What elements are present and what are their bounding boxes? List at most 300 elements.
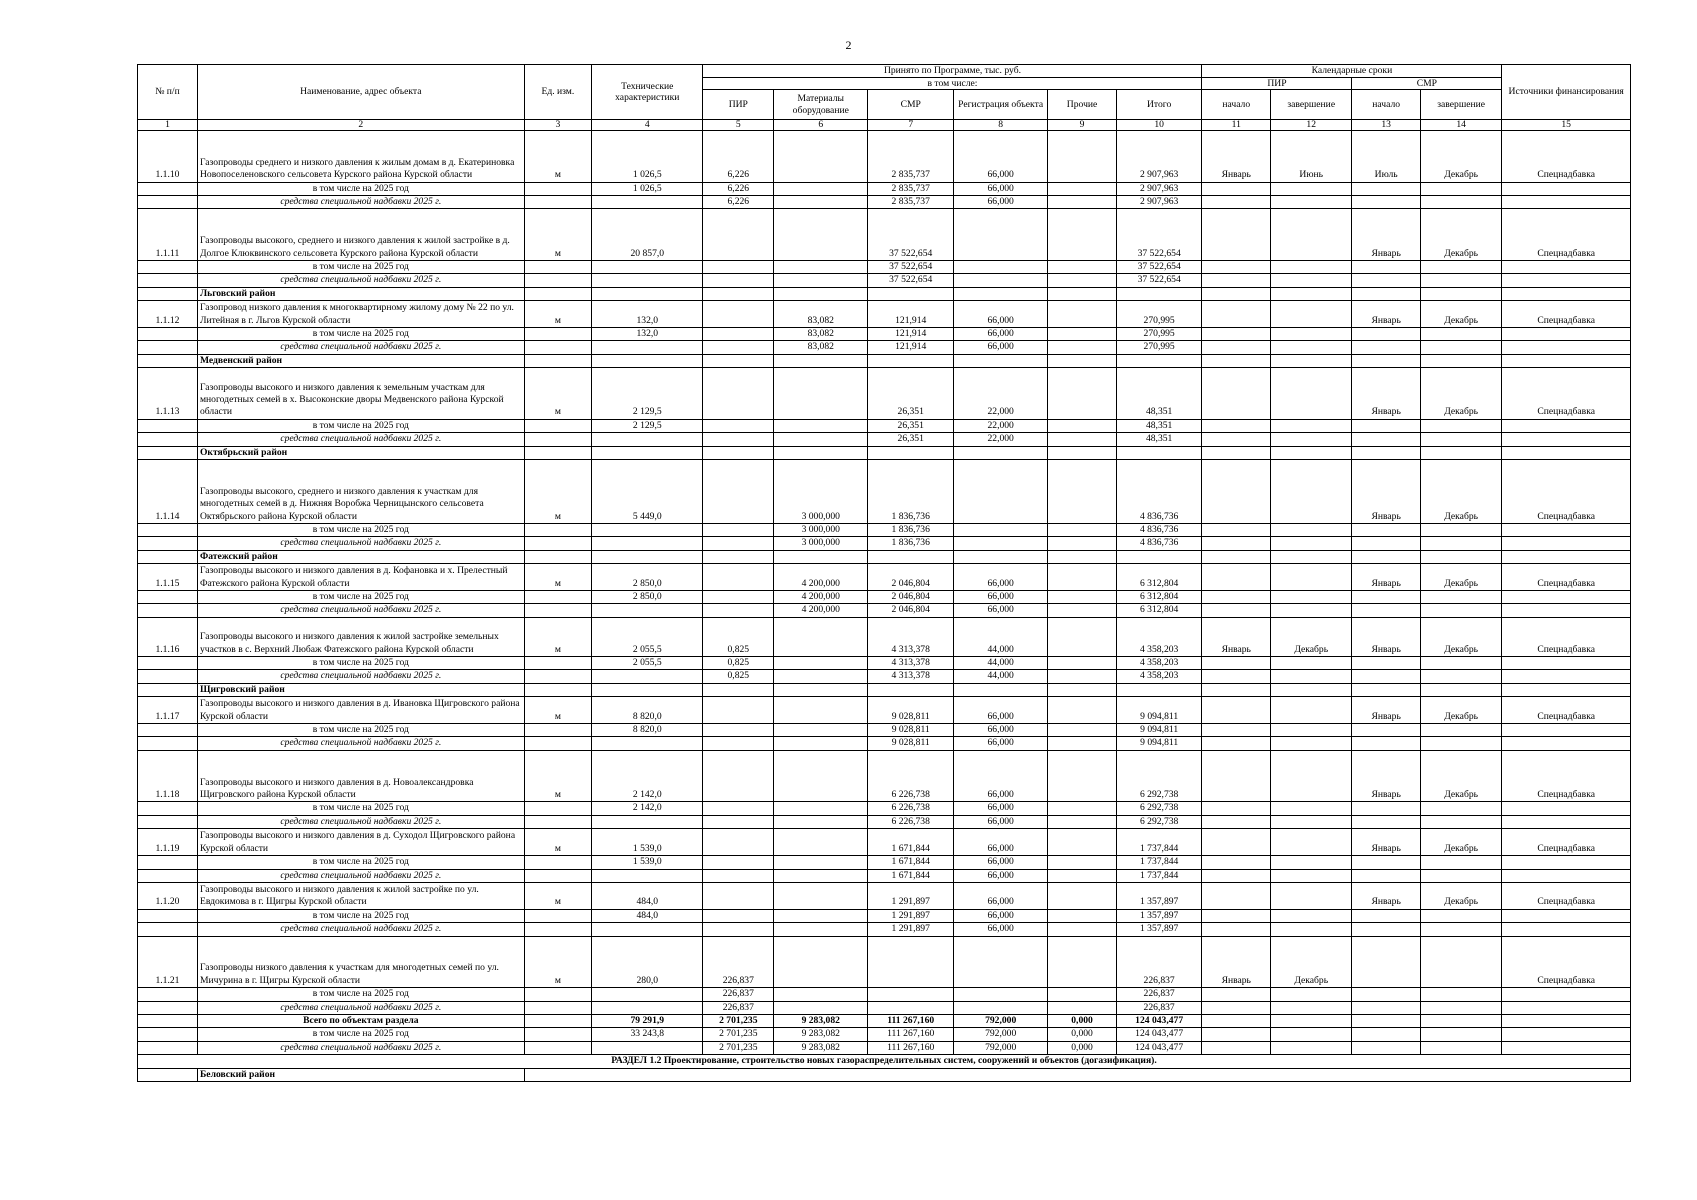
empty-cell	[1502, 433, 1631, 446]
empty-cell	[1202, 196, 1271, 209]
total-cell: 1 357,897	[1116, 909, 1202, 922]
pir-cell	[703, 328, 774, 341]
empty-cell	[1352, 341, 1421, 354]
pir-cell: 6,226	[703, 182, 774, 195]
other-cell	[1048, 815, 1117, 828]
smr-cell: 1 671,844	[868, 829, 954, 856]
registration-cell: 792,000	[954, 1041, 1048, 1054]
empty-cell	[1502, 724, 1631, 737]
district-row	[138, 550, 1631, 563]
empty-cell	[1202, 341, 1271, 354]
unit-cell: м	[524, 460, 591, 524]
year-subtotal-row	[138, 856, 1631, 869]
object-row	[138, 617, 1631, 656]
empty-cell	[1352, 802, 1421, 815]
empty-cell	[1352, 869, 1421, 882]
registration-cell: 66,000	[954, 750, 1048, 802]
empty-cell	[1352, 446, 1421, 459]
materials-cell	[774, 182, 868, 195]
special-funds-row	[138, 815, 1631, 828]
row-number	[138, 802, 198, 815]
year-subtotal-row	[138, 524, 1631, 537]
empty-cell	[1352, 591, 1421, 604]
year-subtotal-row	[138, 802, 1631, 815]
smr-start-cell: Июль	[1352, 131, 1421, 183]
empty-cell	[1271, 550, 1352, 563]
special-funds-row	[138, 1001, 1631, 1014]
empty-cell	[868, 287, 954, 300]
smr-cell	[868, 1001, 954, 1014]
empty-cell	[1271, 433, 1352, 446]
column-number: 10	[1116, 120, 1202, 131]
special-funds-row	[138, 670, 1631, 683]
materials-cell: 3 000,000	[774, 537, 868, 550]
empty-cell	[1420, 341, 1501, 354]
registration-cell	[954, 988, 1048, 1001]
pir-cell	[703, 882, 774, 909]
unit-cell	[524, 591, 591, 604]
smr-end-cell: Декабрь	[1420, 882, 1501, 909]
year-subtotal-row	[138, 724, 1631, 737]
empty-cell	[1271, 815, 1352, 828]
column-number: 1	[138, 120, 198, 131]
other-cell	[1048, 909, 1117, 922]
unit-cell	[524, 604, 591, 617]
row-label: в том числе на 2025 год	[197, 724, 524, 737]
row-number: 1.1.18	[138, 750, 198, 802]
unit-cell: м	[524, 882, 591, 909]
total-cell: 37 522,654	[1116, 261, 1202, 274]
total-cell: 4 836,736	[1116, 537, 1202, 550]
year-subtotal-row	[138, 1028, 1631, 1041]
registration-cell: 22,000	[954, 419, 1048, 432]
materials-cell	[774, 209, 868, 261]
row-label: в том числе на 2025 год	[197, 524, 524, 537]
row-number: 1.1.17	[138, 697, 198, 724]
table-header	[138, 65, 1631, 131]
total-cell: 2 907,963	[1116, 182, 1202, 195]
empty-cell	[1271, 802, 1352, 815]
tech-cell: 2 142,0	[592, 802, 703, 815]
district-row	[138, 1068, 1631, 1081]
row-number: 1.1.16	[138, 617, 198, 656]
smr-end-cell	[1420, 936, 1501, 988]
empty-cell	[1420, 182, 1501, 195]
empty-cell	[1352, 261, 1421, 274]
row-number	[138, 328, 198, 341]
empty-cell	[1502, 856, 1631, 869]
unit-cell	[524, 988, 591, 1001]
total-cell: 1 737,844	[1116, 829, 1202, 856]
smr-start-cell: Январь	[1352, 368, 1421, 420]
smr-cell: 4 313,378	[868, 670, 954, 683]
empty-cell	[1271, 923, 1352, 936]
total-cell: 4 836,736	[1116, 460, 1202, 524]
other-cell	[1048, 869, 1117, 882]
year-subtotal-row	[138, 182, 1631, 195]
unit-cell	[524, 182, 591, 195]
other-cell	[1048, 936, 1117, 988]
unit-cell	[524, 856, 591, 869]
program-table	[137, 64, 1631, 1082]
registration-cell: 44,000	[954, 657, 1048, 670]
empty-cell	[592, 550, 703, 563]
row-number	[138, 419, 198, 432]
other-cell	[1048, 537, 1117, 550]
materials-cell: 9 283,082	[774, 1014, 868, 1027]
empty-cell	[1202, 354, 1271, 367]
special-funds-row	[138, 1041, 1631, 1054]
pir-cell	[703, 869, 774, 882]
header-materials: Материалы оборудование	[774, 90, 868, 120]
pir-cell	[703, 724, 774, 737]
empty-cell	[1420, 737, 1501, 750]
materials-cell	[774, 802, 868, 815]
pir-start-cell	[1202, 368, 1271, 420]
smr-cell: 2 835,737	[868, 182, 954, 195]
tech-cell: 280,0	[592, 936, 703, 988]
row-number	[138, 1068, 198, 1081]
pir-end-cell	[1271, 829, 1352, 856]
smr-end-cell: Декабрь	[1420, 697, 1501, 724]
empty-cell	[1271, 1001, 1352, 1014]
object-name: Газопроводы высокого и низкого давления к жилой застройке земельных участков в с. Верхний Любаж Фатежского района Курской области	[197, 617, 524, 656]
empty-cell	[1352, 537, 1421, 550]
materials-cell	[774, 670, 868, 683]
empty-cell	[1202, 1028, 1271, 1041]
column-number: 6	[774, 120, 868, 131]
empty-cell	[1352, 683, 1421, 696]
registration-cell	[954, 1001, 1048, 1014]
object-row	[138, 829, 1631, 856]
total-cell: 270,995	[1116, 341, 1202, 354]
registration-cell: 44,000	[954, 670, 1048, 683]
empty-cell	[703, 446, 774, 459]
smr-start-cell: Январь	[1352, 564, 1421, 591]
empty-cell	[868, 446, 954, 459]
empty-cell	[1502, 446, 1631, 459]
materials-cell: 3 000,000	[774, 524, 868, 537]
row-number	[138, 923, 198, 936]
header-tech: Технические характеристики	[592, 65, 703, 120]
object-name: Газопроводы высокого и низкого давления в д. Ивановка Щигровского района Курской области	[197, 697, 524, 724]
empty-cell	[1352, 724, 1421, 737]
object-row	[138, 301, 1631, 328]
unit-cell: м	[524, 750, 591, 802]
column-number-row	[138, 120, 1631, 131]
pir-end-cell	[1271, 882, 1352, 909]
tech-cell: 2 142,0	[592, 750, 703, 802]
header-name: Наименование, адрес объекта	[197, 65, 524, 120]
total-cell: 48,351	[1116, 419, 1202, 432]
unit-cell	[524, 724, 591, 737]
other-cell	[1048, 882, 1117, 909]
other-cell	[1048, 460, 1117, 524]
empty-cell	[1271, 537, 1352, 550]
tech-cell	[592, 537, 703, 550]
empty-cell	[524, 354, 591, 367]
pir-cell	[703, 909, 774, 922]
empty-cell	[1271, 1014, 1352, 1027]
smr-cell: 111 267,160	[868, 1041, 954, 1054]
empty-cell	[1352, 550, 1421, 563]
empty-cell	[1202, 433, 1271, 446]
total-cell: 1 737,844	[1116, 856, 1202, 869]
smr-end-cell: Декабрь	[1420, 301, 1501, 328]
row-label: средства специальной надбавки 2025 г.	[197, 537, 524, 550]
registration-cell: 66,000	[954, 724, 1048, 737]
empty-cell	[1202, 683, 1271, 696]
other-cell: 0,000	[1048, 1041, 1117, 1054]
object-row	[138, 882, 1631, 909]
unit-cell: м	[524, 936, 591, 988]
empty-cell	[1202, 182, 1271, 195]
pir-cell	[703, 829, 774, 856]
header-cal-pir: ПИР	[1202, 77, 1352, 90]
column-number: 8	[954, 120, 1048, 131]
unit-cell: м	[524, 697, 591, 724]
other-cell	[1048, 670, 1117, 683]
pir-start-cell	[1202, 750, 1271, 802]
row-label: в том числе на 2025 год	[197, 802, 524, 815]
empty-cell	[1420, 261, 1501, 274]
unit-cell	[524, 869, 591, 882]
empty-cell	[774, 683, 868, 696]
row-number: 1.1.11	[138, 209, 198, 261]
empty-cell	[1420, 988, 1501, 1001]
empty-cell	[1420, 604, 1501, 617]
pir-cell	[703, 460, 774, 524]
empty-cell	[1502, 537, 1631, 550]
object-name: Газопроводы высокого, среднего и низкого давления к участкам для многодетных семей в д. Нижняя Воробжа Черницынского сельсовета Октябрьского района Курской области	[197, 460, 524, 524]
year-subtotal-row	[138, 909, 1631, 922]
total-cell: 9 094,811	[1116, 737, 1202, 750]
tech-cell: 79 291,9	[592, 1014, 703, 1027]
smr-cell	[868, 936, 954, 988]
materials-cell: 9 283,082	[774, 1041, 868, 1054]
registration-cell: 66,000	[954, 909, 1048, 922]
empty-cell	[592, 354, 703, 367]
empty-cell	[774, 446, 868, 459]
empty-cell	[1202, 1001, 1271, 1014]
pir-cell: 226,837	[703, 1001, 774, 1014]
empty-cell	[1202, 446, 1271, 459]
empty-cell	[1420, 923, 1501, 936]
empty-cell	[1502, 591, 1631, 604]
row-label: в том числе на 2025 год	[197, 856, 524, 869]
row-number	[138, 683, 198, 696]
smr-start-cell: Январь	[1352, 460, 1421, 524]
pir-end-cell	[1271, 209, 1352, 261]
registration-cell: 66,000	[954, 182, 1048, 195]
smr-end-cell: Декабрь	[1420, 564, 1501, 591]
empty-cell	[1202, 287, 1271, 300]
row-number: 1.1.14	[138, 460, 198, 524]
object-name: Газопроводы высокого и низкого давления в д. Новоалександровка Щигровского района Курской области	[197, 750, 524, 802]
header-pir-start: начало	[1202, 90, 1271, 120]
empty-cell	[1420, 550, 1501, 563]
total-cell: 226,837	[1116, 1001, 1202, 1014]
empty-cell	[1202, 670, 1271, 683]
row-number: 1.1.10	[138, 131, 198, 183]
empty-cell	[1271, 604, 1352, 617]
row-number	[138, 1014, 198, 1027]
row-number	[138, 354, 198, 367]
empty-cell	[1352, 657, 1421, 670]
empty-cell	[1352, 354, 1421, 367]
smr-end-cell: Декабрь	[1420, 368, 1501, 420]
other-cell	[1048, 328, 1117, 341]
smr-cell: 111 267,160	[868, 1028, 954, 1041]
unit-cell	[524, 657, 591, 670]
smr-cell: 1 291,897	[868, 882, 954, 909]
empty-cell	[1502, 869, 1631, 882]
other-cell	[1048, 274, 1117, 287]
empty-cell	[1271, 354, 1352, 367]
empty-cell	[1202, 1041, 1271, 1054]
source-cell: Спецнадбавка	[1502, 750, 1631, 802]
object-name: Газопроводы низкого давления к участкам для многодетных семей по ул. Мичурина в г. Щигры Курской области	[197, 936, 524, 988]
pir-start-cell	[1202, 882, 1271, 909]
empty-cell	[524, 683, 591, 696]
smr-cell: 6 226,738	[868, 750, 954, 802]
year-subtotal-row	[138, 657, 1631, 670]
empty-cell	[1420, 869, 1501, 882]
pir-end-cell	[1271, 460, 1352, 524]
pir-cell	[703, 341, 774, 354]
empty-cell	[1420, 802, 1501, 815]
total-cell: 6 312,804	[1116, 604, 1202, 617]
empty-cell	[1271, 856, 1352, 869]
tech-cell	[592, 274, 703, 287]
registration-cell	[954, 936, 1048, 988]
empty-cell	[1271, 737, 1352, 750]
tech-cell	[592, 869, 703, 882]
pir-cell: 2 701,235	[703, 1014, 774, 1027]
tech-cell: 2 055,5	[592, 657, 703, 670]
tech-cell	[592, 524, 703, 537]
empty-cell	[1202, 815, 1271, 828]
object-name: Газопроводы высокого и низкого давления в д. Кофановка и х. Прелестный Фатежского района Курской области	[197, 564, 524, 591]
row-number	[138, 909, 198, 922]
empty-cell	[1271, 683, 1352, 696]
materials-cell	[774, 750, 868, 802]
total-cell: 1 357,897	[1116, 882, 1202, 909]
section-total-row	[138, 1014, 1631, 1027]
table-body	[138, 131, 1631, 1082]
empty-cell	[1116, 354, 1202, 367]
pir-end-cell: Июнь	[1271, 131, 1352, 183]
registration-cell	[954, 261, 1048, 274]
empty-cell	[1271, 274, 1352, 287]
empty-cell	[1420, 683, 1501, 696]
unit-cell	[524, 433, 591, 446]
unit-cell	[524, 419, 591, 432]
empty-cell	[1202, 419, 1271, 432]
column-number: 7	[868, 120, 954, 131]
empty-cell	[1420, 657, 1501, 670]
unit-cell	[524, 261, 591, 274]
other-cell	[1048, 657, 1117, 670]
empty-cell	[1048, 354, 1117, 367]
empty-cell	[1271, 196, 1352, 209]
materials-cell: 3 000,000	[774, 460, 868, 524]
pir-cell	[703, 737, 774, 750]
total-cell: 37 522,654	[1116, 274, 1202, 287]
smr-start-cell: Январь	[1352, 301, 1421, 328]
tech-cell: 484,0	[592, 882, 703, 909]
tech-cell	[592, 341, 703, 354]
pir-cell: 0,825	[703, 657, 774, 670]
empty-cell	[1420, 670, 1501, 683]
special-funds-row	[138, 737, 1631, 750]
row-number: 1.1.13	[138, 368, 198, 420]
tech-cell: 2 055,5	[592, 617, 703, 656]
empty-cell	[1271, 419, 1352, 432]
registration-cell: 66,000	[954, 196, 1048, 209]
empty-cell	[1502, 802, 1631, 815]
total-cell: 124 043,477	[1116, 1014, 1202, 1027]
empty-cell	[1420, 1028, 1501, 1041]
empty-cell	[1352, 524, 1421, 537]
materials-cell	[774, 274, 868, 287]
district-name: Беловский район	[197, 1068, 524, 1081]
smr-end-cell: Декабрь	[1420, 750, 1501, 802]
tech-cell: 20 857,0	[592, 209, 703, 261]
other-cell	[1048, 856, 1117, 869]
row-number	[138, 670, 198, 683]
pir-cell	[703, 301, 774, 328]
registration-cell: 66,000	[954, 591, 1048, 604]
row-number: 1.1.19	[138, 829, 198, 856]
empty-cell	[1502, 419, 1631, 432]
empty-cell	[868, 354, 954, 367]
smr-cell: 4 313,378	[868, 657, 954, 670]
total-cell: 1 357,897	[1116, 923, 1202, 936]
smr-cell: 9 028,811	[868, 724, 954, 737]
total-cell: 48,351	[1116, 433, 1202, 446]
header-registration: Регистрация объекта	[954, 90, 1048, 120]
pir-cell	[703, 261, 774, 274]
empty-cell	[1352, 196, 1421, 209]
empty-cell	[1271, 988, 1352, 1001]
materials-cell: 4 200,000	[774, 604, 868, 617]
pir-start-cell	[1202, 829, 1271, 856]
empty-cell	[1116, 550, 1202, 563]
empty-cell	[1502, 909, 1631, 922]
total-cell: 2 907,963	[1116, 196, 1202, 209]
empty-cell	[1502, 737, 1631, 750]
registration-cell	[954, 209, 1048, 261]
other-cell	[1048, 196, 1117, 209]
other-cell	[1048, 564, 1117, 591]
empty-cell	[868, 550, 954, 563]
empty-cell	[1048, 446, 1117, 459]
other-cell	[1048, 419, 1117, 432]
registration-cell: 66,000	[954, 697, 1048, 724]
row-label: в том числе на 2025 год	[197, 328, 524, 341]
tech-cell: 8 820,0	[592, 724, 703, 737]
tech-cell: 1 026,5	[592, 131, 703, 183]
smr-start-cell: Январь	[1352, 617, 1421, 656]
header-smr-start: начало	[1352, 90, 1421, 120]
pir-end-cell	[1271, 697, 1352, 724]
total-cell: 124 043,477	[1116, 1041, 1202, 1054]
empty-cell	[1116, 683, 1202, 696]
other-cell	[1048, 697, 1117, 724]
empty-cell	[1420, 354, 1501, 367]
smr-cell: 1 291,897	[868, 909, 954, 922]
